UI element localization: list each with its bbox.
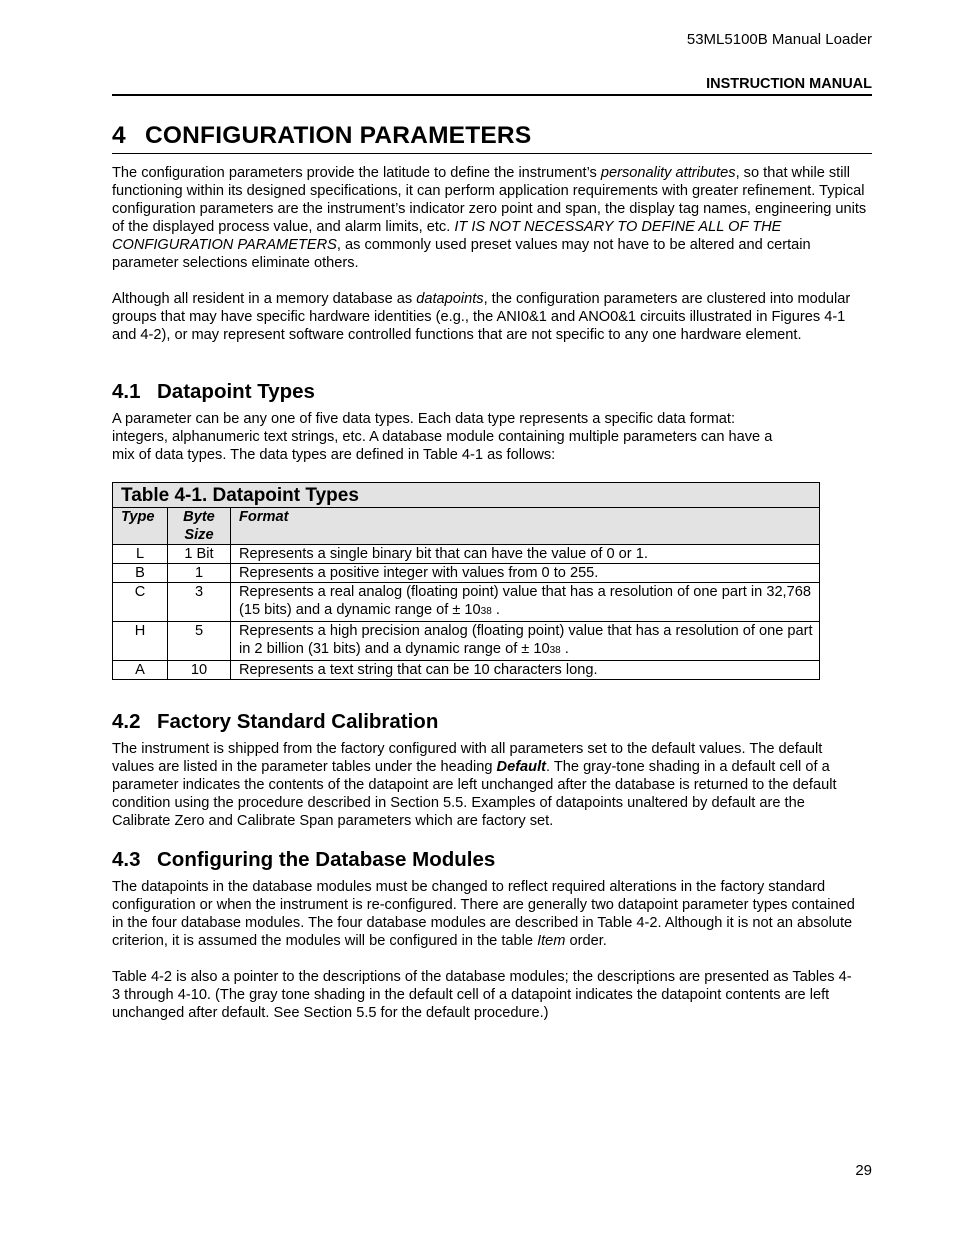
- table-row: [113, 564, 820, 583]
- section-number: 4.2: [112, 710, 141, 733]
- text-run: order.: [565, 933, 607, 949]
- type-cell: L: [113, 545, 168, 564]
- manual-type-header: INSTRUCTION MANUAL: [706, 76, 872, 92]
- format-text: Represents a real analog (floating point) value that has a resolution of one part in 32,768 (15 bits) and a dynamic range of ± 10: [239, 584, 811, 618]
- chapter-number: 4: [112, 122, 126, 149]
- section-4-2-text: [112, 740, 847, 830]
- table-caption: Table 4-1. Datapoint Types: [113, 483, 820, 508]
- type-cell: B: [113, 564, 168, 583]
- section-4-1-heading: [112, 380, 315, 404]
- table-row: [113, 545, 820, 564]
- section-4-3-paragraph-2: Table 4-2 is also a pointer to the descriptions of the database modules; the descriptions are presented as Tables 4-3 through 4-10. (The gray tone shading in the default cell of a datapoint indicates the datapoint contents are left unchanged after default. See Section 5.5 for the default procedure.): [112, 969, 852, 1021]
- section-title: Factory Standard Calibration: [157, 710, 439, 733]
- section-4-3-paragraph-1: [112, 878, 864, 950]
- size-cell: 5: [168, 622, 231, 661]
- emphasis-text: IT IS NOT NECESSARY TO DEFINE ALL OF THE CONFIGURATION PARAMETERS: [112, 219, 782, 253]
- page-number: 29: [855, 1162, 872, 1179]
- format-text: Represents a positive integer with values from 0 to 255.: [239, 565, 599, 581]
- header-divider: [112, 94, 872, 96]
- table-row: [113, 583, 820, 622]
- text-run: . The gray-tone shading in a default cell of a parameter indicates the contents of the datapoint are left unchanged after the database is returned to the default condition using the procedure described in Section 5.5. Examples of datapoints unaltered by default are the Calibrate Zero and Calibrate Span parameters which are factory set.: [112, 759, 837, 829]
- format-text: Represents a text string that can be 10 characters long.: [239, 662, 598, 678]
- format-cell: [231, 661, 820, 680]
- exponent-text: 38: [480, 606, 492, 617]
- col-header-format: Format: [231, 508, 820, 545]
- section-title: Configuring the Database Modules: [157, 848, 496, 871]
- format-cell: [231, 545, 820, 564]
- format-text: Represents a high precision analog (floating point) value that has a resolution of one part in 2 billion (31 bits) and a dynamic range of ± 10: [239, 623, 813, 657]
- format-text: Represents a single binary bit that can have the value of 0 or 1.: [239, 546, 648, 562]
- format-tail: .: [491, 602, 500, 618]
- size-cell: 10: [168, 661, 231, 680]
- format-cell: [231, 622, 820, 661]
- section-number: 4.3: [112, 848, 141, 871]
- type-cell: A: [113, 661, 168, 680]
- emphasis-text: personality attributes: [600, 165, 736, 181]
- section-4-3-heading: [112, 848, 495, 872]
- document-title-header: 53ML5100B Manual Loader: [686, 31, 872, 48]
- text-run: The datapoints in the database modules must be changed to reflect required alterations in the factory standard configuration or when the instrument is re-configured. There are generally two datapoint parameter types contained in the four database modules. The four database modules are described in Table 4-2. Although it is not an absolute criterion, it is assumed the modules will be configured in the table: [112, 879, 855, 949]
- chapter-heading: [112, 122, 872, 154]
- text-run: , as commonly used preset values may not have to be altered and certain parameter selections eliminate others.: [112, 237, 811, 271]
- format-cell: [231, 564, 820, 583]
- size-cell: 3: [168, 583, 231, 622]
- table-row: [113, 661, 820, 680]
- col-header-byte-size: [168, 508, 231, 545]
- chapter-title: CONFIGURATION PARAMETERS: [145, 122, 532, 149]
- format-cell: [231, 583, 820, 622]
- emphasis-text: Item: [537, 933, 566, 949]
- size-cell: 1: [168, 564, 231, 583]
- intro-paragraph-2: [112, 290, 872, 344]
- datapoint-types-table: [112, 482, 820, 680]
- emphasis-text: datapoints: [416, 291, 484, 307]
- section-4-2-heading: [112, 710, 438, 734]
- format-tail: .: [560, 641, 569, 657]
- type-cell: C: [113, 583, 168, 622]
- header-line: Byte: [183, 509, 215, 525]
- text-run: The instrument is shipped from the factory configured with all parameters set to the default values. The default values are listed in the parameter tables under the heading: [112, 741, 823, 775]
- text-run: , the configuration parameters are clustered into modular groups that may have specific hardware identities (e.g., the ANI0&1 and ANO0&1 circuits illustrated in Figures 4-1 and 4-2), or may represent software controlled functions that are not specific to any one hardware element.: [112, 291, 851, 343]
- table-row: [113, 622, 820, 661]
- section-4-1-text: A parameter can be any one of five data types. Each data type represents a specific data format: integers, alphanumeric text strings, etc. A database module containing multiple parameters can have a mix of data types. The data types are defined in Table 4-1 as follows:: [112, 411, 773, 463]
- size-cell: 1 Bit: [168, 545, 231, 564]
- text-run: The configuration parameters provide the latitude to define the instrument’s: [112, 165, 601, 181]
- type-cell: H: [113, 622, 168, 661]
- text-run: , so that while still functioning within its designed specifications, it can perform application requirements with greater refinement. Typical configuration parameters are the instrument’s indicator zero point and span, the display tag names, engineering units of the displayed process value, and alarm limits, etc.: [112, 165, 867, 235]
- section-number: 4.1: [112, 380, 141, 403]
- text-run: Although all resident in a memory database as: [112, 291, 417, 307]
- section-title: Datapoint Types: [157, 380, 315, 403]
- exponent-text: 38: [549, 645, 561, 656]
- header-line: Size: [184, 527, 214, 543]
- col-header-type: Type: [113, 508, 168, 545]
- emphasis-text: Default: [496, 759, 547, 775]
- intro-paragraph-1: [112, 164, 872, 272]
